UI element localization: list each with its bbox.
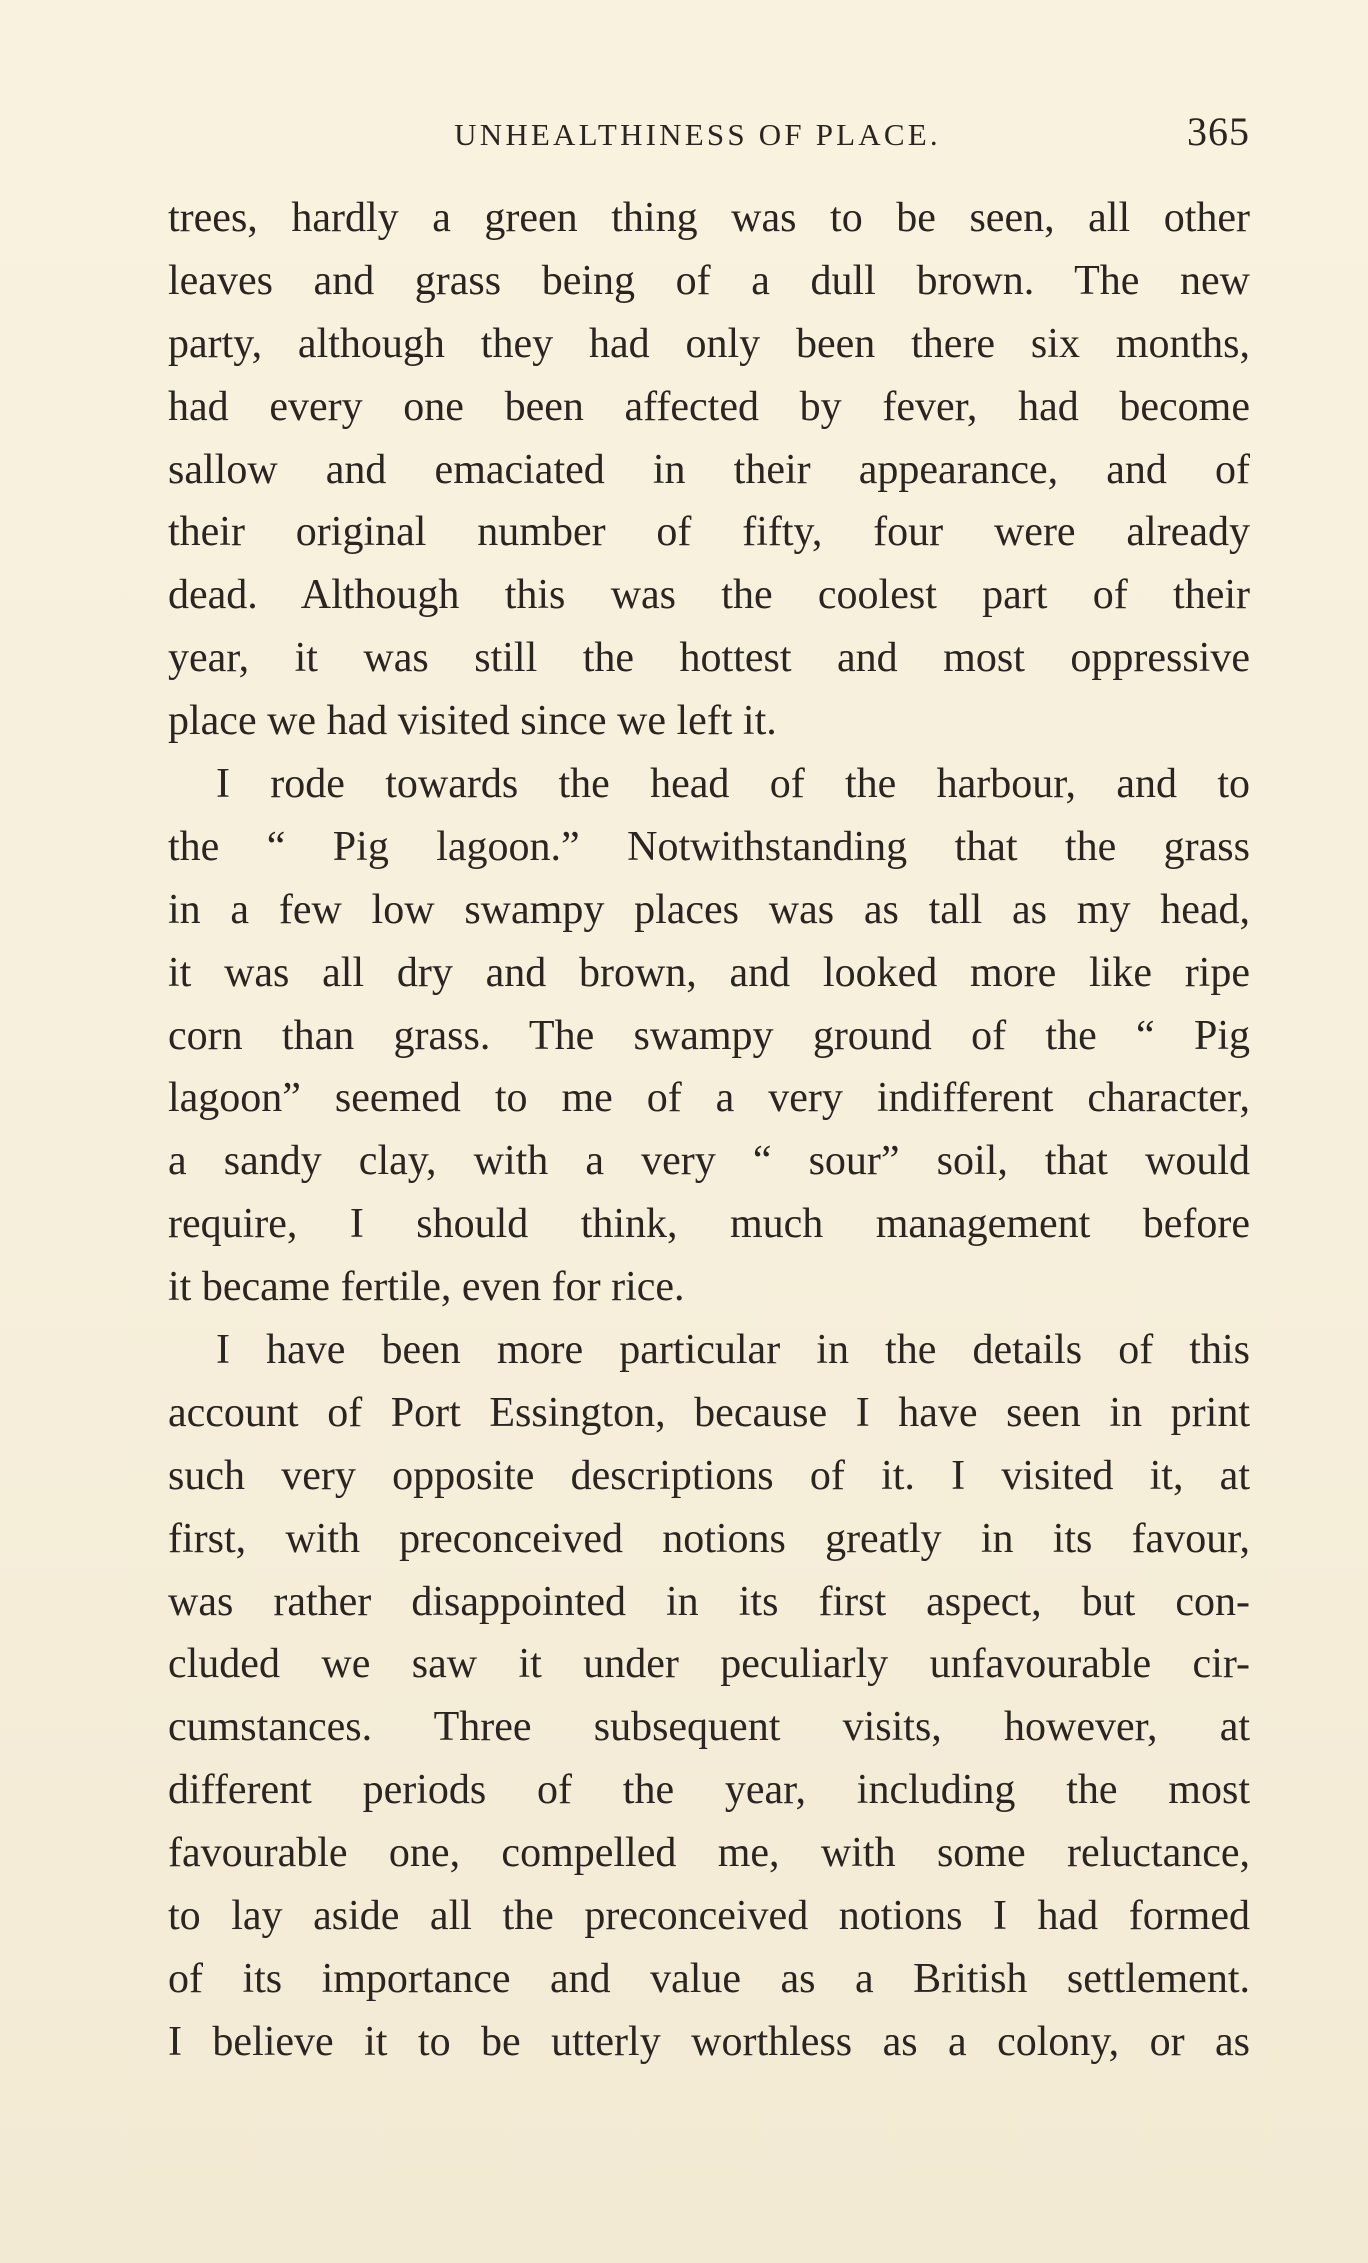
text-line: cluded we saw it under peculiarly unfavourable cir- [168, 1641, 1250, 1688]
text-line: different periods of the year, including the most [168, 1767, 1250, 1814]
body-text [168, 187, 1250, 2074]
text-line: it became fertile, even for rice. [168, 1264, 685, 1311]
text-line: require, I should think, much management before [168, 1201, 1250, 1248]
text-line: I rode towards the head of the harbour, and to [216, 761, 1250, 808]
text-line: favourable one, compelled me, with some reluctance, [168, 1830, 1250, 1877]
text-line: leaves and grass being of a dull brown. The new [168, 257, 1250, 304]
text-line: account of Port Essington, because I have seen in print [168, 1389, 1250, 1436]
text-line: had every one been affected by fever, had become [168, 383, 1250, 430]
page-number: 365 [1187, 109, 1250, 154]
text-line: sallow and emaciated in their appearance, and of [168, 446, 1250, 493]
text-line: it was all dry and brown, and looked more like ripe [168, 949, 1250, 996]
text-line: to lay aside all the preconceived notions I had formed [168, 1893, 1250, 1940]
text-line: year, it was still the hottest and most oppressive [168, 635, 1250, 682]
running-title: UNHEALTHINESS OF PLACE. [454, 117, 941, 152]
text-line: such very opposite descriptions of it. I visited it, at [168, 1452, 1250, 1499]
text-line: place we had visited since we left it. [168, 698, 777, 745]
text-line: dead. Although this was the coolest part of their [168, 572, 1250, 619]
text-line: party, although they had only been there six months, [168, 320, 1250, 367]
text-line: the “ Pig lagoon.” Notwithstanding that the grass [168, 823, 1250, 870]
running-head [168, 108, 1250, 156]
text-line: lagoon” seemed to me of a very indifferent character, [168, 1075, 1250, 1122]
text-line: of its importance and value as a British settlement. [168, 1955, 1250, 2002]
text-line: trees, hardly a green thing was to be seen, all other [168, 195, 1250, 241]
text-line: in a few low swampy places was as tall as my head, [168, 886, 1250, 933]
text-line: a sandy clay, with a very “ sour” soil, that would [168, 1138, 1250, 1185]
text-line: corn than grass. The swampy ground of the “ Pig [168, 1012, 1250, 1059]
text-line: I believe it to be utterly worthless as a colony, or as [168, 2018, 1250, 2065]
text-line: was rather disappointed in its first aspect, but con- [168, 1578, 1250, 1625]
text-line: I have been more particular in the details of this [216, 1327, 1250, 1374]
text-line: their original number of fifty, four were already [168, 509, 1250, 556]
text-line: cumstances. Three subsequent visits, however, at [168, 1704, 1250, 1751]
text-line: first, with preconceived notions greatly in its favour, [168, 1515, 1250, 1562]
